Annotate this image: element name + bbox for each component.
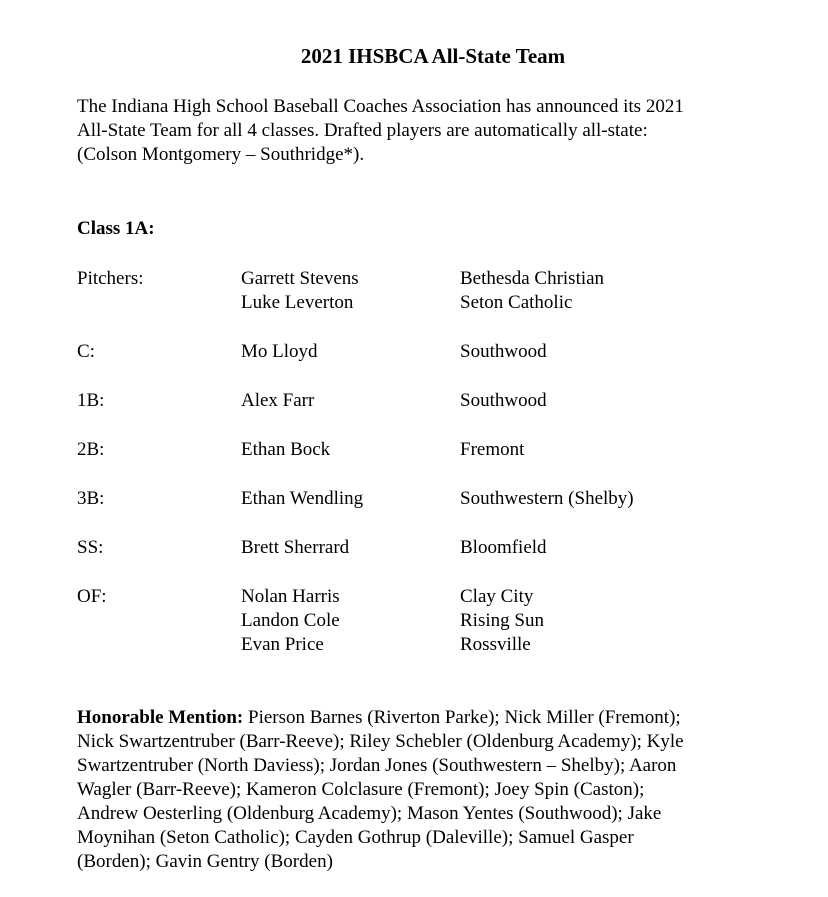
position-label: OF: (77, 586, 107, 607)
player-name: Evan Price (241, 634, 324, 655)
school-name: Seton Catholic (460, 292, 573, 313)
roster-row (77, 536, 777, 560)
roster-row (77, 267, 777, 315)
school-name: Southwestern (Shelby) (460, 488, 634, 509)
intro-paragraph (77, 95, 777, 167)
roster-row (77, 487, 777, 511)
player-name: Ethan Bock (241, 439, 331, 460)
school-name: Clay City (460, 586, 534, 607)
player-name: Garrett Stevens (241, 268, 359, 289)
class-heading: Class 1A: (77, 218, 155, 239)
honorable-mention-section (77, 706, 684, 874)
position-label: 2B: (77, 439, 105, 460)
honorable-mention-line: Moynihan (Seton Catholic); Cayden Gothrup (Daleville); Samuel Gasper (77, 827, 634, 848)
school-name: Bethesda Christian (460, 268, 605, 289)
honorable-mention-line: (Borden); Gavin Gentry (Borden) (77, 851, 333, 872)
intro-line: All-State Team for all 4 classes. Drafted players are automatically all-state: (77, 120, 648, 141)
position-label: 1B: (77, 390, 105, 411)
school-name: Southwood (460, 390, 547, 411)
honorable-mention-first-line (77, 706, 684, 730)
honorable-mention-label: Honorable Mention: (77, 707, 244, 728)
school-name: Rising Sun (460, 610, 544, 631)
roster-row (77, 389, 777, 413)
honorable-mention-line: Nick Swartzentruber (Barr-Reeve); Riley Schebler (Oldenburg Academy); Kyle (77, 731, 684, 752)
school-names (460, 438, 777, 462)
roster-row (77, 585, 777, 657)
player-names (241, 585, 460, 657)
roster-row (77, 438, 777, 462)
player-names (241, 340, 460, 364)
honorable-mention-line: Swartzentruber (North Daviess); Jordan Jones (Southwestern – Shelby); Aaron (77, 755, 677, 776)
player-names (241, 536, 460, 560)
school-names (460, 585, 777, 657)
player-name: Mo Lloyd (241, 341, 318, 362)
player-name: Luke Leverton (241, 292, 354, 313)
position-label: 3B: (77, 488, 105, 509)
position-label: Pitchers: (77, 268, 144, 289)
position-label: SS: (77, 537, 104, 558)
school-name: Fremont (460, 439, 525, 460)
school-name: Southwood (460, 341, 547, 362)
honorable-mention-line: Andrew Oesterling (Oldenburg Academy); Mason Yentes (Southwood); Jake (77, 803, 662, 824)
school-name: Rossville (460, 634, 531, 655)
player-name: Nolan Harris (241, 586, 340, 607)
position-label: C: (77, 341, 95, 362)
roster-table (77, 267, 777, 682)
player-name: Ethan Wendling (241, 488, 364, 509)
intro-line: (Colson Montgomery – Southridge*). (77, 144, 365, 165)
player-names (241, 438, 460, 462)
player-names (241, 389, 460, 413)
intro-line: The Indiana High School Baseball Coaches Association has announced its 2021 (77, 96, 684, 117)
school-names (460, 389, 777, 413)
honorable-mention-text: Pierson Barnes (Riverton Parke); Nick Miller (Fremont); (243, 707, 681, 728)
school-names (460, 487, 777, 511)
school-names (460, 340, 777, 364)
school-names (460, 536, 777, 560)
player-name: Alex Farr (241, 390, 315, 411)
school-names (460, 267, 777, 315)
player-names (241, 487, 460, 511)
page-title: 2021 IHSBCA All-State Team (300, 44, 566, 68)
honorable-mention-line: Wagler (Barr-Reeve); Kameron Colclasure (Fremont); Joey Spin (Caston); (77, 779, 645, 800)
school-name: Bloomfield (460, 537, 547, 558)
player-name: Landon Cole (241, 610, 340, 631)
player-names (241, 267, 460, 315)
roster-row (77, 340, 777, 364)
player-name: Brett Sherrard (241, 537, 350, 558)
